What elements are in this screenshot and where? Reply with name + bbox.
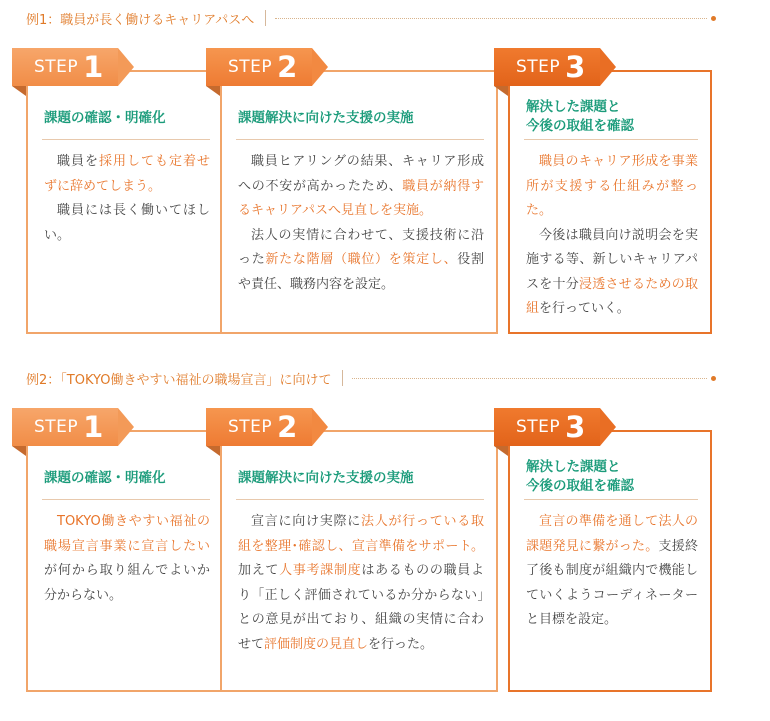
card-divider [524,139,698,140]
card-divider [42,499,210,500]
card-title-line: 解決した課題と [526,459,621,475]
step-word: STEP [34,57,79,77]
step-number: 2 [277,49,298,84]
step-card-3 [508,70,712,334]
highlight-text: 職員のキャリア形成を事業所が支援する仕組みが整った。 [526,154,698,218]
card-paragraph [238,224,484,298]
ribbon-fold-icon [12,86,26,96]
card-paragraph [526,150,698,224]
highlight-text: 新たな階層（職位）を策定し、 [265,252,458,267]
card-paragraph [238,150,484,224]
step-card-1 [26,70,224,334]
highlight-text: TOKYO働きやすい福祉の職場宣言事業に宣言したい [44,514,210,554]
card-title: 課題の確認・明確化 [44,110,166,126]
card-title-line: 今後の取組を確認 [526,478,634,494]
step-word: STEP [34,417,79,437]
heading-separator [342,370,343,386]
section-heading-example-2 [26,368,716,388]
card-paragraph [44,150,210,199]
step-1-tab [12,408,118,446]
card-title-line: 今後の取組を確認 [526,118,634,134]
section-heading-text: 例2：「TOKYO働きやすい福祉の職場宣言」に向けて [26,372,332,388]
body-text: 法人の実情に合わせて、支援技術に沿った [238,227,484,267]
card-divider [42,139,210,140]
step-card-2 [220,70,498,334]
card-paragraph [238,510,484,657]
card-title [526,98,698,136]
card-divider [524,499,698,500]
step-number: 3 [565,409,586,444]
body-text: を行っていく。 [539,301,630,316]
section-heading-text: 例1：職員が長く働けるキャリアパスへ [26,12,255,28]
card-title: 課題解決に向けた支援の実施 [238,470,414,486]
body-text: はあるものの職員より「正しく評価されているか分からない」との意見が出ており、組織の実情に合わせて [238,563,484,652]
card-paragraph [44,199,210,248]
step-card-2 [220,430,498,692]
highlight-text: 人事考課制度 [279,563,362,578]
step-number: 1 [83,409,104,444]
card-title: 課題の確認・明確化 [44,470,166,486]
card-body [526,150,698,322]
step-3-tab [494,408,600,446]
step-number: 3 [565,49,586,84]
body-text: 今後は職員向け説明会を実施する等、新しいキャリアパスを十分 [526,227,698,292]
section-heading-example-1 [26,8,716,28]
highlight-text: 職員が納得するキャリアパスへ見直しを実施。 [238,178,484,218]
body-text: 職員ヒアリングの結果、キャリア形成への不安が高かったため、 [238,154,484,194]
body-text: 役割や責任、職務内容を設定。 [238,252,484,292]
step-card-1 [26,430,224,692]
card-title [526,458,698,496]
card-body [44,150,210,248]
body-text: 加えて [238,563,280,578]
dotted-leader-line [275,18,707,19]
step-1-tab [12,48,118,86]
step-word: STEP [228,417,273,437]
highlight-text: 法人が行っている取組を整理･確認し、宣言準備をサポート。 [238,514,484,554]
card-paragraph [526,510,698,633]
card-paragraph [44,510,210,608]
card-divider [236,499,484,500]
highlight-text: 採用しても定着せずに辞めてしまう。 [44,154,210,194]
dotted-leader-line [352,378,707,379]
card-title-line: 解決した課題と [526,99,621,115]
highlight-text: 宣言の準備を通して法人の課題発見に繋がった。 [526,514,698,554]
leader-end-dot-icon [711,16,716,21]
card-paragraph [526,224,698,322]
body-text: 支援終了後も制度が組織内で機能していくようコーディネーターと目標を設定。 [526,538,698,627]
highlight-text: 評価制度の見直し [264,636,369,652]
body-text: が何から取り組んでよいか分からない。 [44,563,210,603]
ribbon-fold-icon [12,446,26,456]
highlight-text: 浸透させるための取組 [526,276,698,316]
card-body [238,510,484,657]
card-body [44,510,210,608]
body-text: 職員を [57,154,99,169]
body-text: を行った。 [368,636,434,652]
step-number: 1 [83,49,104,84]
body-text: 職員には長く働いてほしい。 [44,203,210,243]
step-word: STEP [516,417,561,437]
body-text: 宣言に向け実際に [251,514,361,529]
step-word: STEP [228,57,273,77]
card-body [526,510,698,633]
step-word: STEP [516,57,561,77]
card-title: 課題解決に向けた支援の実施 [238,110,414,126]
card-body [238,150,484,297]
step-card-3 [508,430,712,692]
step-2-tab [206,408,312,446]
leader-end-dot-icon [711,376,716,381]
heading-separator [265,10,266,26]
card-divider [236,139,484,140]
step-number: 2 [277,409,298,444]
step-3-tab [494,48,600,86]
step-2-tab [206,48,312,86]
